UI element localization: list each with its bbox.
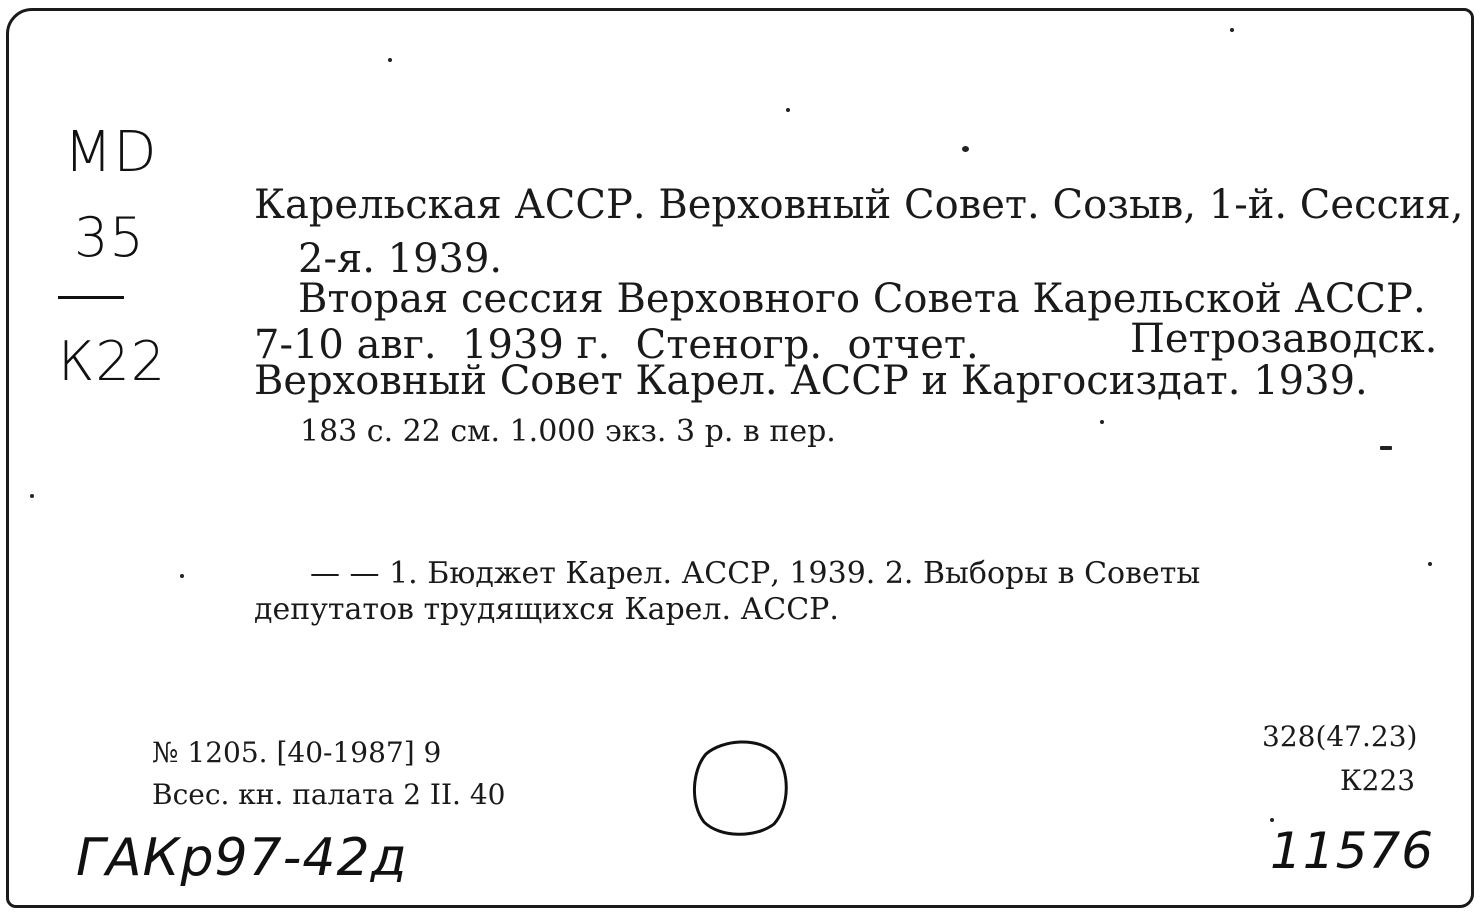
scan-speck — [1380, 446, 1392, 450]
shelf-mark-line-3: К22 — [58, 330, 167, 393]
title-line-3: Верховный Совет Карел. АССР и Каргосиздат. 1939. — [254, 358, 1368, 404]
inventory-number: 11576 — [1270, 822, 1435, 880]
title-line-2-right: Петрозаводск. — [1130, 316, 1438, 362]
shelf-mark-line-1: MD — [64, 120, 158, 185]
heading-line-2: 2-я. 1939. — [298, 236, 503, 282]
scan-speck — [1100, 420, 1104, 424]
punch-hole — [686, 732, 796, 842]
scan-speck — [1230, 28, 1234, 32]
archive-reference: ГАКр97-42д — [76, 828, 408, 888]
record-number: № 1205. [40-1987] 9 — [152, 736, 442, 769]
tracings-line-2: депутатов трудящихся Карел. АССР. — [254, 592, 839, 627]
scan-speck — [786, 108, 790, 112]
shelf-mark-line-2: 35 — [74, 206, 145, 269]
scan-speck — [30, 494, 34, 498]
physical-description: 183 с. 22 см. 1.000 экз. 3 р. в пер. — [300, 414, 836, 449]
shelf-mark-divider — [58, 296, 124, 299]
scan-speck — [388, 58, 392, 62]
author-mark: К223 — [1340, 764, 1416, 797]
scan-speck — [962, 146, 969, 152]
classification-number: 328(47.23) — [1262, 720, 1418, 753]
tracings-line-1: — — 1. Бюджет Карел. АССР, 1939. 2. Выборы в Советы — [310, 556, 1201, 591]
title-line-1: Вторая сессия Верховного Совета Карельской АССР. — [298, 276, 1426, 322]
scan-speck — [1428, 562, 1432, 566]
book-chamber-stamp: Всес. кн. палата 2 II. 40 — [152, 778, 506, 811]
scan-speck — [180, 574, 184, 578]
title-line-2-left: 7-10 авг. 1939 г. Стеногр. отчет. — [254, 322, 979, 368]
heading-line-1: Карельская АССР. Верховный Совет. Созыв, 1-й. Сессия, — [254, 182, 1464, 228]
